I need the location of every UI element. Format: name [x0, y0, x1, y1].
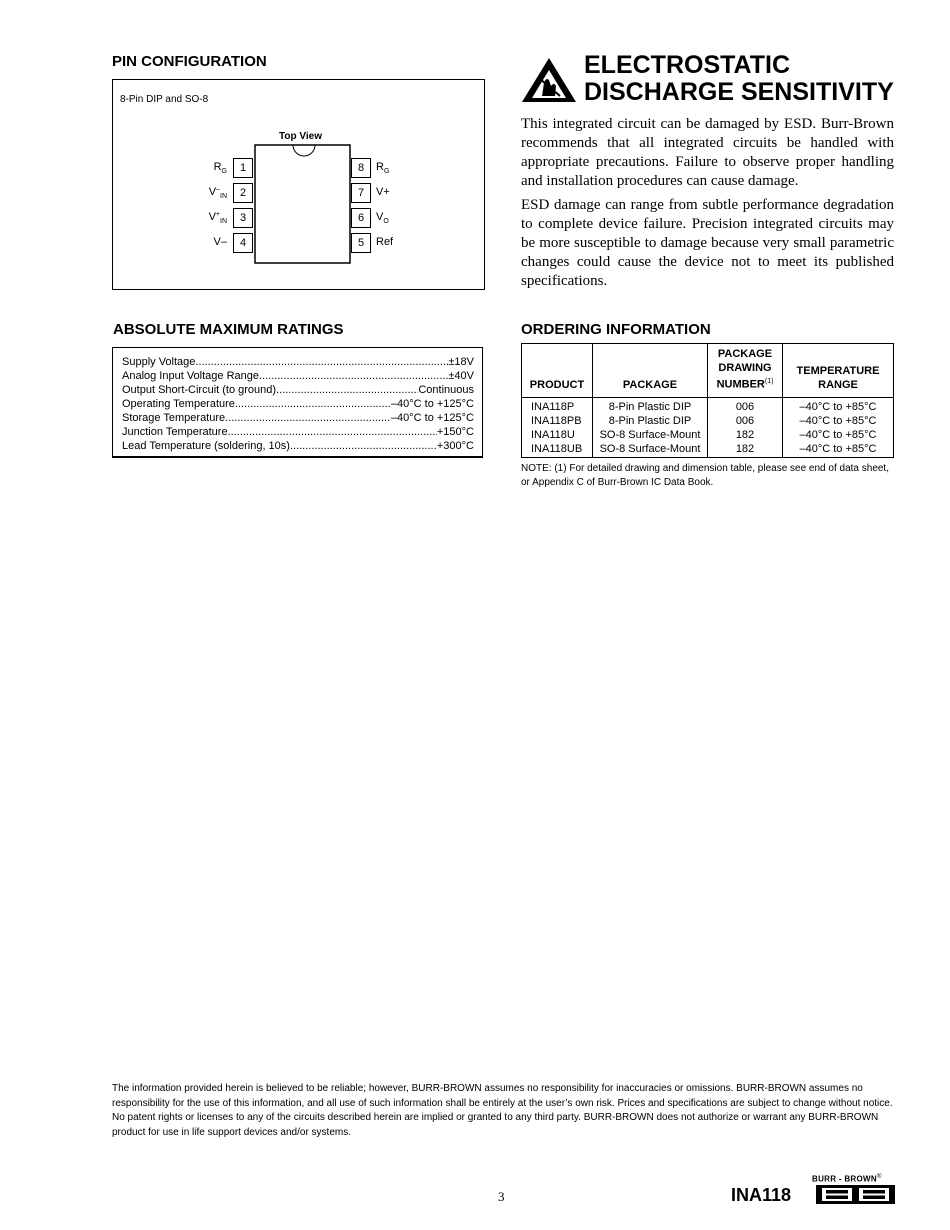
rating-value: +150°C [436, 426, 474, 438]
ordering-table-body [522, 397, 894, 457]
rating-label: Junction Temperature [122, 426, 228, 438]
ordering-heading: ORDERING INFORMATION [521, 321, 711, 338]
pin-number-1: 1 [233, 158, 253, 178]
ic-package-outline [254, 144, 352, 266]
esd-warning-icon [520, 56, 578, 104]
leader-dots [225, 411, 391, 425]
table-row [522, 397, 894, 414]
burr-brown-logo-text: BURR - BROWN® [812, 1174, 882, 1184]
rating-value: +300°C [436, 440, 474, 452]
table-row [522, 428, 894, 442]
rating-value: ±40V [448, 370, 474, 382]
rating-row [122, 439, 474, 453]
cell-temp: –40°C to +85°C [783, 414, 894, 428]
ordering-table [521, 343, 894, 458]
rating-value: Continuous [418, 384, 474, 396]
pin-number-5: 5 [351, 233, 371, 253]
pin-label-4: V– [213, 236, 227, 248]
rating-row [122, 425, 474, 439]
cell-drawing: 006 [708, 414, 783, 428]
rating-label: Supply Voltage [122, 356, 196, 368]
cell-package: SO-8 Surface-Mount [593, 428, 708, 442]
pin-label-2: $V^-_{IN}$ [208, 186, 227, 200]
cell-temp: –40°C to +85°C [783, 428, 894, 442]
esd-title-line1: ELECTROSTATIC [584, 51, 791, 79]
leader-dots [259, 369, 448, 383]
cell-temp: –40°C to +85°C [783, 442, 894, 458]
header-product: PRODUCT [522, 344, 593, 398]
pin-number-6: 6 [351, 208, 371, 228]
esd-title [584, 52, 894, 106]
cell-package: 8-Pin Plastic DIP [593, 414, 708, 428]
rating-row [122, 411, 474, 425]
cell-package: SO-8 Surface-Mount [593, 442, 708, 458]
rating-label: Storage Temperature [122, 412, 226, 424]
pin-config-box [112, 79, 485, 290]
rating-label: Output Short-Circuit (to ground) [122, 384, 277, 396]
cell-package: 8-Pin Plastic DIP [593, 397, 708, 414]
esd-paragraph-1: This integrated circuit can be damaged by ESD. Burr-Brown recommends that all integrated circuits be handled with appropriate precautions. Failure to observe proper handling and installation procedures can cause damage. [521, 116, 894, 189]
rating-row [122, 397, 474, 411]
esd-paragraph-2: ESD damage can range from subtle performance degradation to complete device failure. Precision integrated circuits may be more susceptible to damage because very small parametric changes could cause the device not to meet its published specifications. [521, 197, 894, 289]
cell-product: INA118PB [522, 414, 593, 428]
package-label: 8-Pin DIP and SO-8 [120, 94, 209, 105]
pin-label-8: $R_G$ [376, 161, 390, 175]
pin-label-7: V+ [376, 186, 390, 198]
esd-title-line2: DISCHARGE SENSITIVITY [584, 78, 894, 106]
pin-number-4: 4 [233, 233, 253, 253]
table-row [522, 414, 894, 428]
pin-label-3: $V^+_{IN}$ [208, 211, 227, 225]
pin-label-6: $V_O$ [376, 211, 389, 225]
ordering-header-row [522, 344, 894, 398]
cell-product: INA118U [522, 428, 593, 442]
cell-drawing: 006 [708, 397, 783, 414]
pin-number-2: 2 [233, 183, 253, 203]
rating-label: Analog Input Voltage Range [122, 370, 260, 382]
leader-dots [276, 383, 418, 397]
cell-drawing: 182 [708, 442, 783, 458]
header-drawing: PACKAGE DRAWING NUMBER$^{(1)}$ [708, 344, 783, 398]
rating-value: –40°C to +125°C [390, 398, 474, 410]
leader-dots [290, 439, 437, 453]
header-package: PACKAGE [593, 344, 708, 398]
pin-config-heading: PIN CONFIGURATION [112, 53, 267, 70]
cell-temp: –40°C to +85°C [783, 397, 894, 414]
cell-product: INA118P [522, 397, 593, 414]
top-view-label: Top View [279, 131, 322, 142]
pin-label-1: $R_G$ [213, 161, 227, 175]
abs-max-box [112, 347, 483, 458]
leader-dots [235, 397, 391, 411]
part-number: INA118 [731, 1185, 792, 1205]
page-number: 3 [498, 1189, 505, 1204]
abs-max-heading: ABSOLUTE MAXIMUM RATINGS [113, 321, 344, 338]
rating-label: Lead Temperature (soldering, 10s) [122, 440, 290, 452]
cell-drawing: 182 [708, 428, 783, 442]
rating-row [122, 355, 474, 369]
rating-value: ±18V [448, 356, 474, 368]
disclaimer: The information provided herein is believed to be reliable; however, BURR-BROWN assumes no responsibility for inaccuracies or omissions. BURR-BROWN assumes no responsibility for the use of this information, and all use of such information shall be entirely at the user’s own risk. Prices and specifications are subject to change without notice. No patent rights or licenses to any of the circuits described herein are implied or granted to any third party. BURR-BROWN does not authorize or warrant any BURR-BROWN product for use in life support devices and/or systems. [112, 1083, 893, 1138]
header-temperature: TEMPERATURE RANGE [783, 344, 894, 398]
rating-row [122, 369, 474, 383]
leader-dots [228, 425, 437, 439]
cell-product: INA118UB [522, 442, 593, 458]
ordering-note: NOTE: (1) For detailed drawing and dimension table, please see end of data sheet, or Appendix C of Burr-Brown IC Data Book. [521, 463, 889, 488]
pin-label-5: Ref [376, 236, 394, 248]
burr-brown-bb-logo-icon [816, 1185, 896, 1205]
pin-number-7: 7 [351, 183, 371, 203]
rating-row [122, 383, 474, 397]
rating-label: Operating Temperature [122, 398, 235, 410]
pin-number-8: 8 [351, 158, 371, 178]
rating-value: –40°C to +125°C [390, 412, 474, 424]
leader-dots [195, 355, 448, 369]
table-row [522, 442, 894, 458]
pin-number-3: 3 [233, 208, 253, 228]
